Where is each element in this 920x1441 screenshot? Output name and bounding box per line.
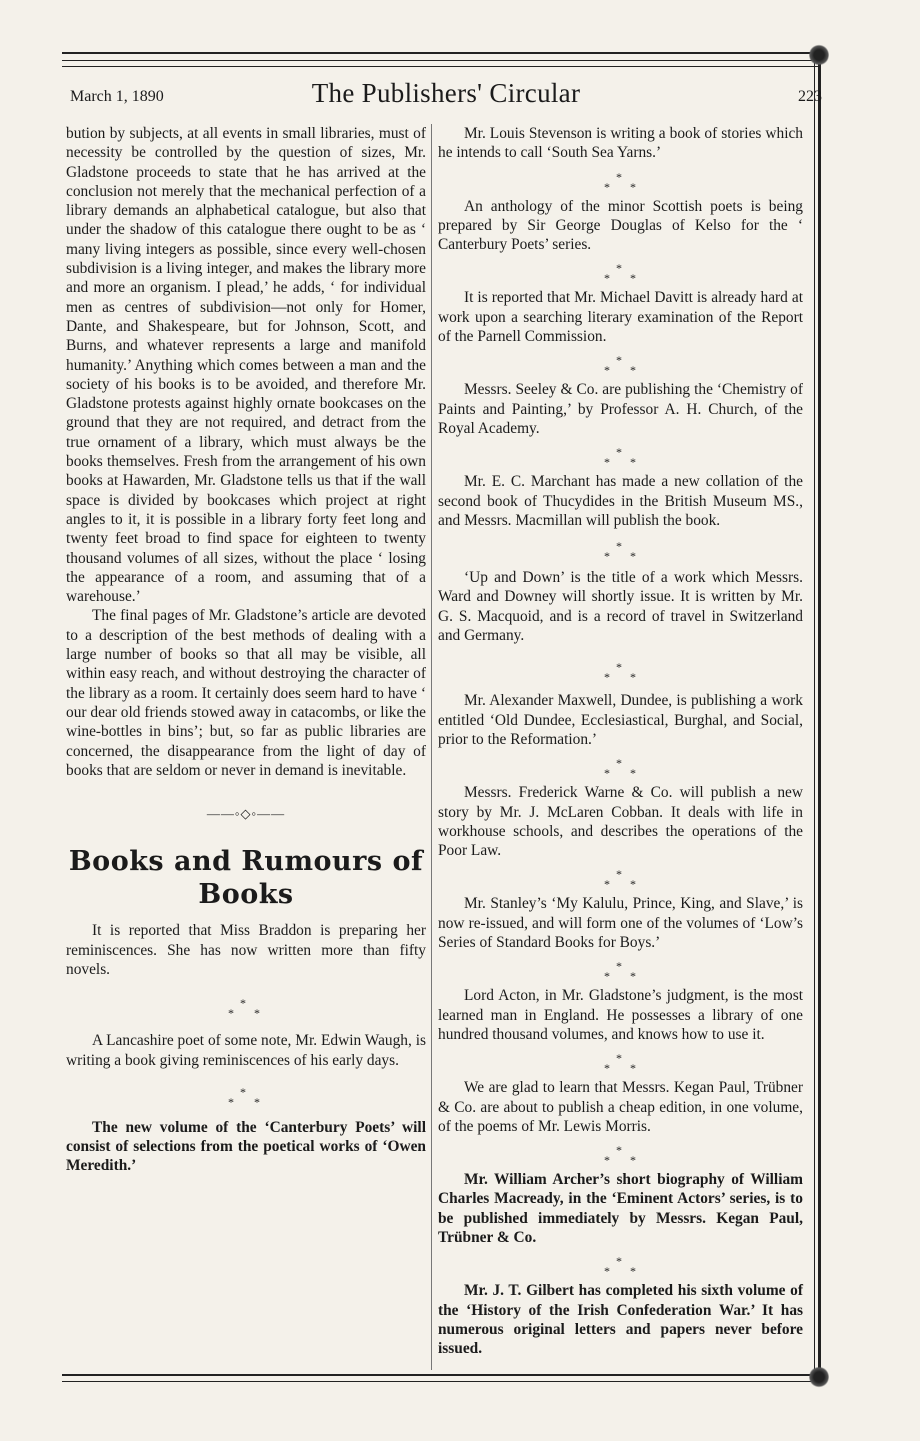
issue-date: March 1, 1890: [70, 88, 164, 105]
asterism-divider: * * *: [604, 867, 636, 892]
asterism-divider: * * *: [228, 996, 260, 1021]
top-right-ornament-icon: [809, 44, 829, 66]
asterism-divider: * * *: [604, 169, 636, 194]
news-item: An anthology of the minor Scottish poets is being prepared by Sir George Douglas of Kelso for the ‘ Canterbury Poets’ series.: [438, 197, 803, 254]
asterism-divider: * * *: [604, 353, 636, 378]
asterism-divider: * * *: [604, 539, 636, 564]
column-divider: [431, 124, 432, 1370]
asterism-divider: * * *: [604, 1051, 636, 1076]
news-item: Mr. Stanley’s ‘My Kalulu, Prince, King, and Slave,’ is now re-issued, and will form one of the volumes of ‘Low’s Series of Standard Books for Boys.’: [438, 895, 803, 952]
asterism-divider: * * *: [604, 756, 636, 781]
bottom-rule-inner: [62, 1381, 818, 1382]
news-item: ‘Up and Down’ is the title of a work which Messrs. Ward and Downey will shortly issue. It is written by Mr. G. S. Macquoid, and is a record of travel in Switzerland and Germany.: [438, 569, 803, 645]
left-column: [66, 124, 426, 1176]
article-paragraph: The final pages of Mr. Gladstone’s article are devoted to a description of the best methods of dealing with a large number of books so that all may be visible, all within easy reach, and without destroying the character of the library as a room. It certainly does seem hard to have ‘ our dear old friends stowed away in catacombs, or like the wine-bottles in bins’; but, so far as public libraries are concerned, the disappearance from the light of day of books that are seldom or never in demand is inevitable.: [66, 607, 426, 779]
news-item: It is reported that Miss Braddon is preparing her reminiscences. She has now written more than fifty novels.: [66, 922, 426, 978]
news-item: Mr. Alexander Maxwell, Dundee, is publishing a work entitled ‘Old Dundee, Ecclesiastical, Burghal, and Social, prior to the Reformation.’: [438, 692, 803, 748]
asterism-divider: * * *: [604, 1254, 636, 1279]
news-item: Messrs. Frederick Warne & Co. will publish a new story by Mr. J. McLaren Cobban. It deals with life in workhouse schools, and describes the operations of the Poor Law.: [438, 784, 803, 860]
section-title-line: Books: [198, 879, 294, 911]
news-item: Mr. E. C. Marchant has made a new collation of the second book of Thucydides in the British Museum MS., and Messrs. Macmillan will publish the book.: [438, 473, 803, 529]
section-title: [66, 845, 426, 911]
section-title-line: Books and Rumours of: [68, 846, 424, 878]
asterism-divider: * * *: [228, 1084, 260, 1109]
asterism-divider: * * *: [604, 959, 636, 984]
article-paragraph: bution by subjects, at all events in small libraries, must of necessity be controlled by the question of sizes, Mr. Gladstone proceeds to state that he has arrived at the conclusion not merely that the mechanical perfection of a library demands an alphabetical catalogue, but also that under the shadow of this catalogue there ought to be as ‘ many living integers as possible, since every well-chosen subdivision is a living integer, and makes the library more and more an organism. I plead,’ he adds, ‘ for individual men as centres of subdivision—not only for Homer, Dante, and Shakespeare, but for Johnson, Scott, and Burns, and whatever represents a large and manifold humanity.’ Anything which comes between a man and the society of his books is to be avoided, and therefore Mr. Gladstone protests against highly ornate bookcases on the ground that they are not required, and detract from the true ornament of a library, which must always be the books themselves. Fresh from the arrangement of his own books at Hawarden, Mr. Gladstone tells us that if the wall space is divided by bookcases which project at right angles to it, it is possible in a library forty feet long and twenty feet broad to find space for eighteen to twenty thousand volumes of all sizes, without the place ‘ losing the appearance of a room, and assuming that of a warehouse.’: [66, 125, 426, 606]
news-item: It is reported that Mr. Michael Davitt is already hard at work upon a searching literary examination of the Report of the Parnell Commission.: [438, 289, 803, 346]
page-number: 223: [798, 88, 822, 105]
right-border-rule: [818, 52, 821, 1383]
news-item: The new volume of the ‘Canterbury Poets’ will consist of selections from the poetical works of ‘Owen Meredith.’: [66, 1118, 426, 1175]
publication-title: The Publishers' Circular: [311, 78, 581, 108]
right-border-rule-inner: [814, 52, 815, 1383]
news-item: Messrs. Seeley & Co. are publishing the ‘Chemistry of Paints and Painting,’ by Professor A. H. Church, of the Royal Academy.: [438, 381, 803, 437]
section-ornament: ——◦◇◦——: [206, 806, 286, 822]
bottom-right-ornament-icon: [809, 1366, 829, 1388]
news-item: Lord Acton, in Mr. Gladstone’s judgment, is the most learned man in England. He possesses a library of one hundred thousand volumes, and knows how to use it.: [438, 987, 803, 1043]
news-item: A Lancashire poet of some note, Mr. Edwin Waugh, is writing a book giving reminiscences of his early days.: [66, 1032, 426, 1069]
news-item: Mr. Louis Stevenson is writing a book of stories which he intends to call ‘South Sea Yarns.’: [438, 125, 803, 162]
asterism-divider: * * *: [604, 445, 636, 470]
right-column: [438, 124, 803, 1358]
asterism-divider: * * *: [604, 660, 636, 685]
page-header: [70, 78, 822, 112]
asterism-divider: * * *: [604, 261, 636, 286]
news-item: Mr. William Archer’s short biography of William Charles Macready, in the ‘Eminent Actors’ series, is to be published immediately by Messrs. Kegan Paul, Trübner & Co.: [438, 1171, 803, 1246]
bottom-rule-outer: [62, 1374, 818, 1376]
news-item: Mr. J. T. Gilbert has completed his sixth volume of the ‘History of the Irish Confederation War.’ It has numerous original letters and papers never before issued.: [438, 1282, 803, 1358]
news-item: We are glad to learn that Messrs. Kegan Paul, Trübner & Co. are about to publish a cheap edition, in one volume, of the poems of Mr. Lewis Morris.: [438, 1079, 803, 1135]
top-rule-outer: [62, 52, 818, 54]
top-rule-inner: [62, 60, 818, 61]
asterism-divider: * * *: [604, 1143, 636, 1168]
top-rule-thin: [62, 66, 818, 67]
